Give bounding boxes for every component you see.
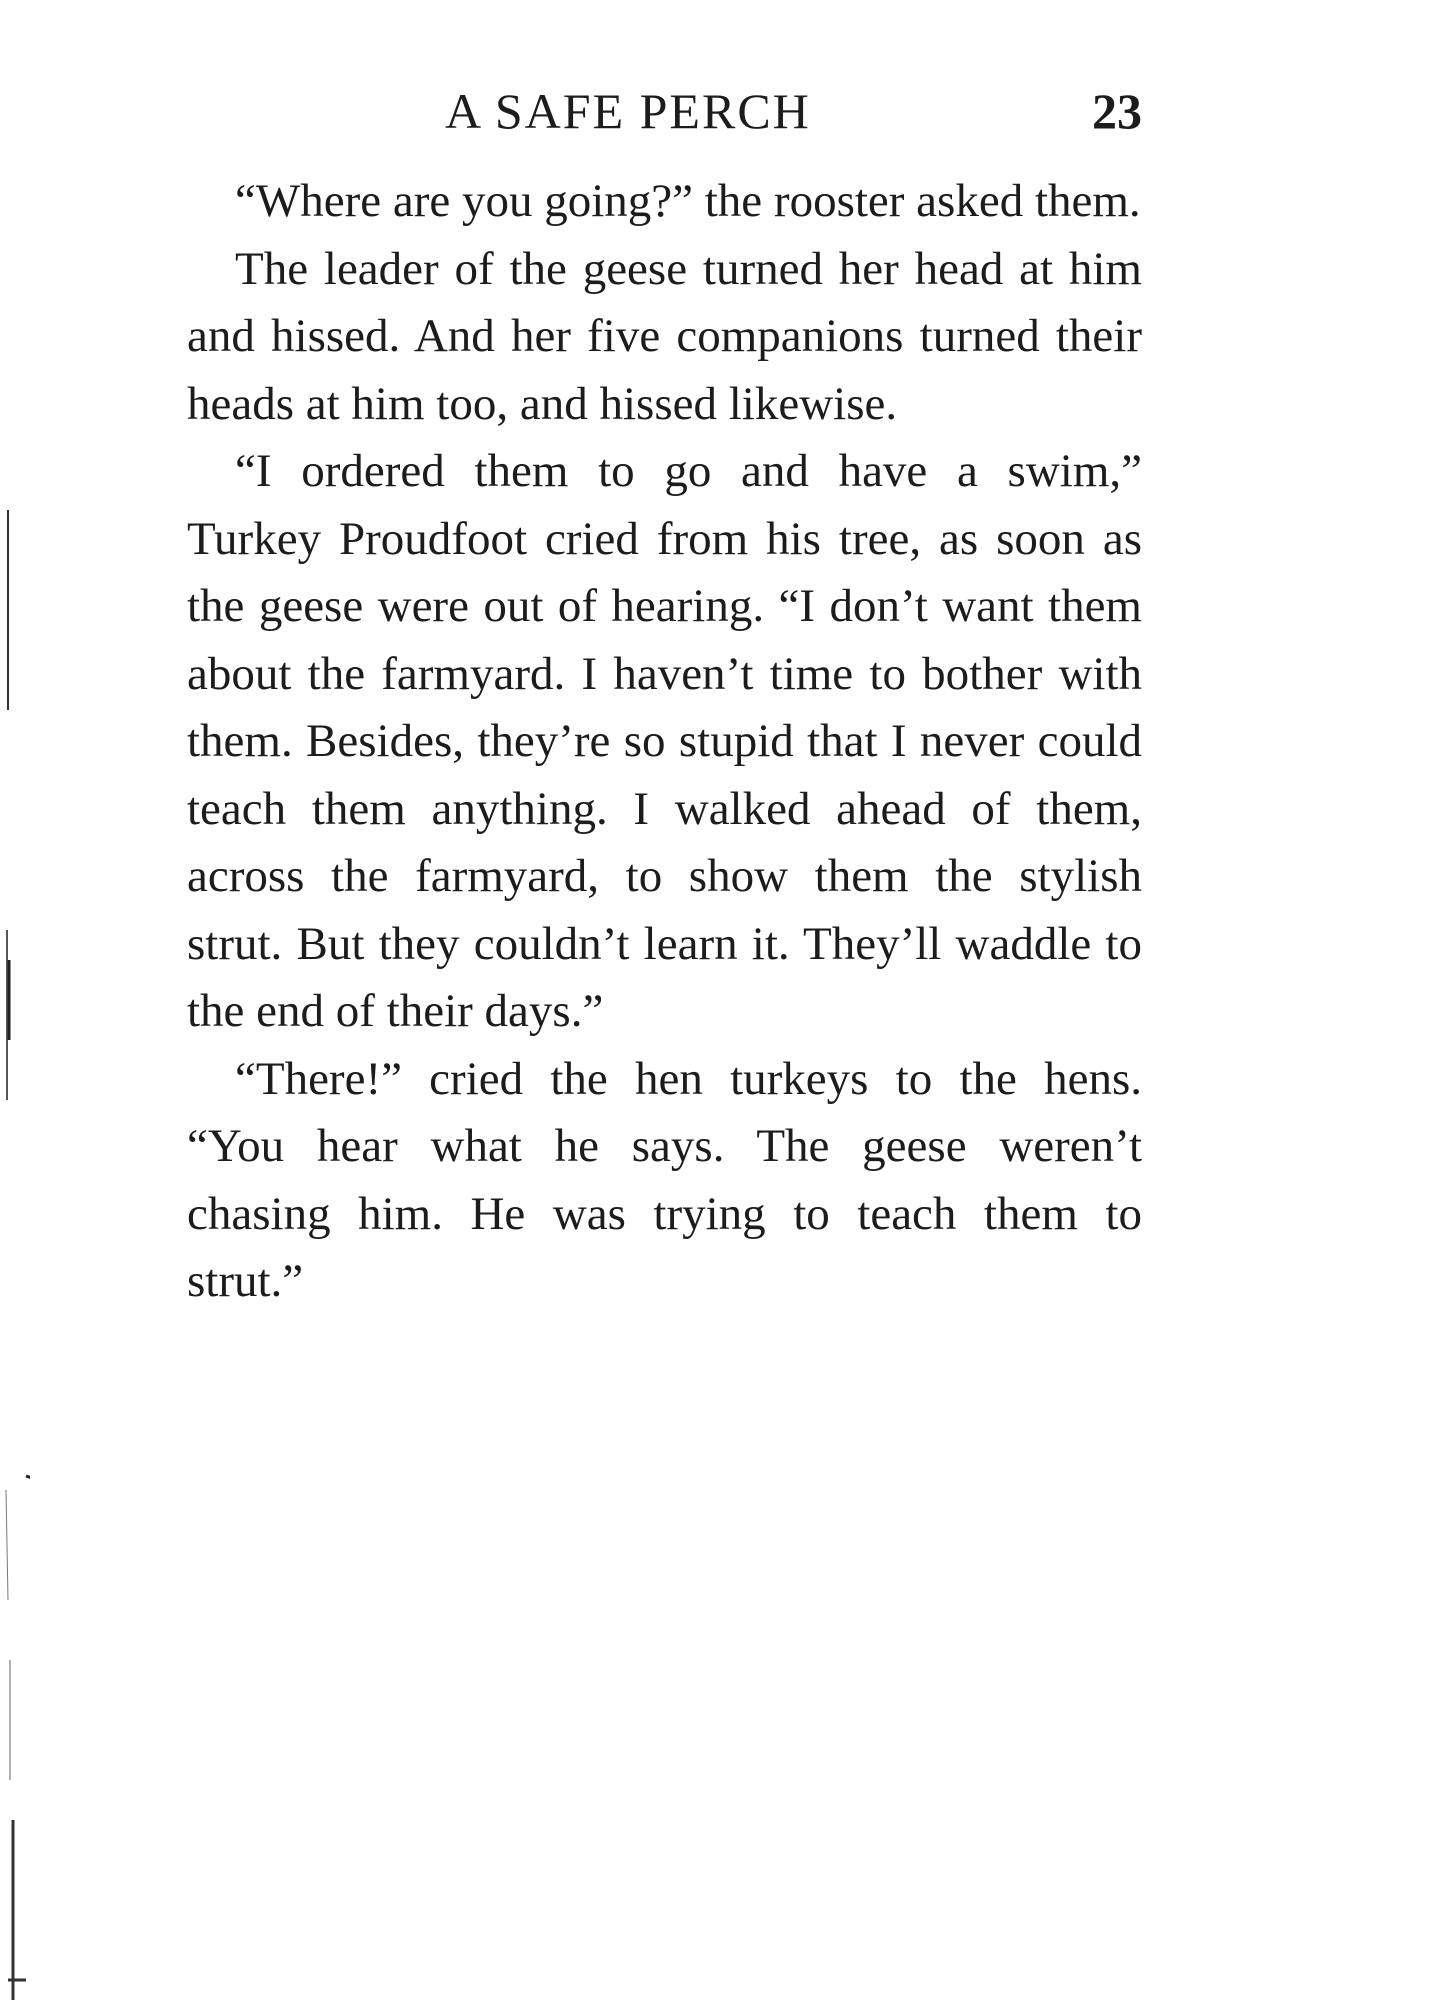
paragraph: The leader of the geese turned her head at him and hissed. And her five companions turned their heads at him too, and hissed likewise. — [187, 242, 1142, 430]
body-text — [187, 168, 1142, 1316]
page-number: 23 — [1092, 83, 1142, 139]
page-header — [187, 82, 1142, 142]
running-title: A SAFE PERCH — [445, 83, 811, 139]
paragraph: “I ordered them to go and have a swim,” Turkey Proudfoot cried from his tree, as soon as the geese were out of hearing. “I don’t want them about the farmyard. I haven’t time to bother with them. Besides, they’re so stupid that I never could teach them anything. I walked ahead of them, across the farmyard, to show them the stylish strut. But they couldn’t learn it. They’ll waddle to the end of their days.” — [187, 445, 1142, 1037]
paragraph: “There!” cried the hen turkeys to the hens. “You hear what he says. The geese weren’t chasing him. He was trying to teach them to strut.” — [187, 1052, 1142, 1307]
scan-edge-artifacts — [0, 480, 30, 2010]
paragraph: “Where are you going?” the rooster asked them. — [235, 175, 1141, 227]
